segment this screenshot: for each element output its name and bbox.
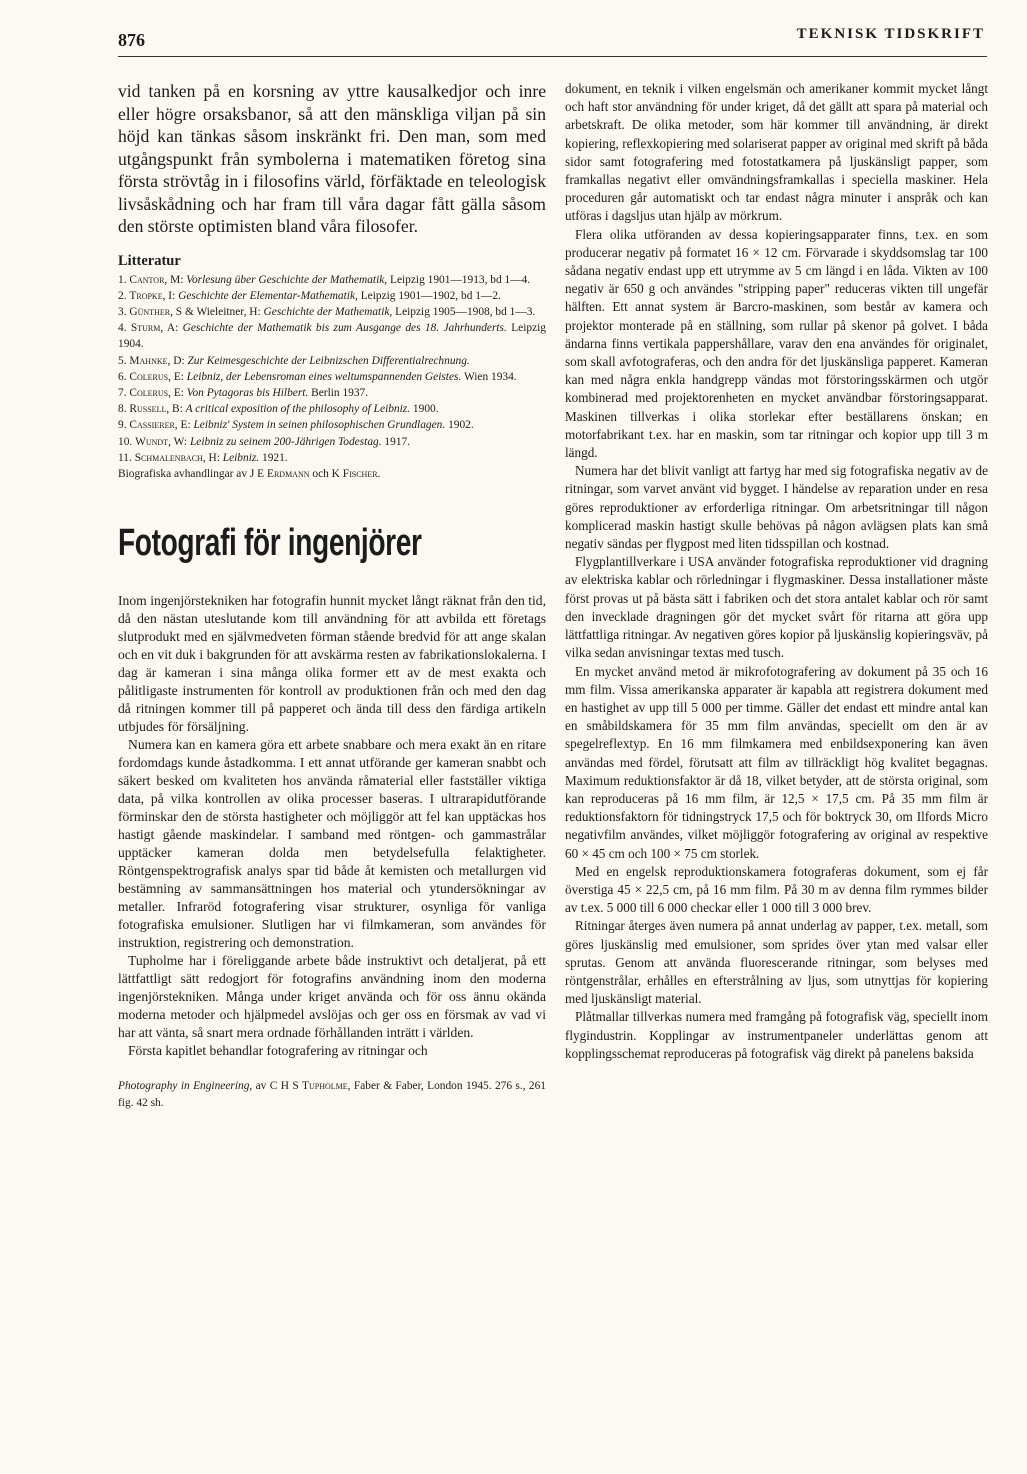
reference-item: 9. Cassierer, E: Leibniz' System in seinen philosophischen Grundlagen. 1902. <box>118 419 474 432</box>
article-body-right <box>565 80 988 1063</box>
body-paragraph: Flera olika utföranden av dessa kopieringsapparater finns, t.ex. en som producerar negativ på formatet 16 × 12 cm. Förvarade i skyddsomslag tar 100 sådana negativ endast upp ett utrymme av 5 cm längd i en låda. Vikten av 100 negativ är 650 g och användes "stripping paper" reduceras vikten till ungefär hälften. Ett annat system är Barcro-maskinen, som består av kamera och projektor monterade på en ställning, som rullar på skenor på golvet. I båda ändarna finns vertikala pappershållare, varav den ena användes för originalet, som skall avfotograferas, och den andra för det ljuskänsliga papperet. Kameran kan med några enkla handgrepp vändas mot förstoringsskärmen och utgör kombinerad med projektorenheten en mycket användbar förstoringsapparat. Maskinen tillverkas i olika storlekar efter beställarens önskan; en motorfabrikant t.ex. har en maskin, som tar ritningar och kopior upp till 3 m längd. <box>565 226 988 461</box>
reference-item: 6. Colerus, E: Leibniz, der Lebensroman eines weltumspannenden Geistes. Wien 1934. <box>118 370 517 383</box>
reference-list <box>118 272 546 466</box>
bio-reference: Biografiska avhandlingar av J E Erdmann och K Fischer. <box>118 467 381 480</box>
reference-item: 8. Russell, B: A critical exposition of the philosophy of Leibniz. 1900. <box>118 403 439 416</box>
reference-item: 1. Cantor, M: Vorlesung über Geschichte der Mathematik, Leipzig 1901—1913, bd 1—4. <box>118 273 531 286</box>
right-column <box>565 80 988 1063</box>
body-paragraph: En mycket använd metod är mikrofotografering av dokument på 35 och 16 mm film. Vissa amerikanska apparater är kapabla att registrera dokument med en hastighet av upp till 5 000 per timme. Gäller det endast ett mindre antal kan en småbildskamera för 35 mm film användas, speciellt om den är av spegelreflextyp. En 16 mm filmkamera med enbildsexponering kan även användas med fördel, förutsatt att film av tillräckligt hög kvalitet begagnas. Maximum reduktionsfaktor är då 18, vilket betyder, att de största original, som kan reproduceras på 16 mm film, är 12,5 × 17,5 cm. På 35 mm film är reduktionsfaktorn för tidningstryck 17,5 och för boktryck 30, om Ilfords Micro negativfilm användes, vilket möjliggör fotografering av original av respektive 60 × 45 cm och 100 × 75 cm storlek. <box>565 663 988 861</box>
footnote: Photography in Engineering, av C H S Tupholme, Faber & Faber, London 1945. 276 s., 261 fig. 42 sh. <box>118 1080 546 1110</box>
left-column <box>118 80 546 1112</box>
reference-item: 3. Günther, S & Wieleitner, H: Geschichte der Mathematik, Leipzig 1905—1908, bd 1—3. <box>118 305 536 318</box>
body-paragraph: Numera har det blivit vanligt att fartyg har med sig fotografiska negativ av de ritningar, som varvet använt vid bygget. I händelse av reparation under en resa göres reproduktioner av erforderliga ritningar. Om arbetsritningar till någon komplicerad maskin hastigt skulle behövas på någon avlägsen plats kan små negativ sändas per flygpost med liten tidsspillan och kostnad. <box>565 463 988 552</box>
reference-item: 2. Tropke, I: Geschichte der Elementar-Mathematik, Leipzig 1901—1902, bd 1—2. <box>118 289 501 302</box>
article-title: Fotografi för ingenjörer <box>118 522 422 565</box>
body-paragraph: Numera kan en kamera göra ett arbete snabbare och mera exakt än en ritare fordomdags kunde åstadkomma. I ett annat utförande ger kameran snabbt och säkert besked om kvaliteten hos använda råmaterial eller fastställer viktiga data, på vilka kontrollen av olika processer baseras. I ultrarapidutförande förminskar den de största hastigheter och möjliggör att fel kan upptäckas hos hastigt gående maskindelar. I samband med röntgen- och gammastrålar upptäcker kameran dolda men betydelsefulla felaktigheter. Röntgenspektrografisk analys spar tid både åt kemisten och metallurgen vid bestämning av sammansättningen hos material och ytundersökningar av metaller. Infraröd fotografering visar strukturer, osynliga för vanliga fotografiska emulsioner. Slutligen har vi filmkameran, som användes för instruktion, registrering och demonstration. <box>118 737 546 951</box>
body-paragraph: Inom ingenjörstekniken har fotografin hunnit mycket långt räknat från den tid, då den nästan uteslutande kom till användning för att avbilda ett företags slutprodukt med en självmedveten förman stående bredvid för att ange skalan och en vit duk i bakgrunden för att avskärma resten av fabrikationslokalerna. I dag är kameran i sina många olika former ett av de mest exakta och pålitligaste instrumenten för kontroll av produktionen från och med den dag då ritningen kommer till på papperet och ända till dess den färdiga artikeln utbjudes för försäljning. <box>118 593 546 735</box>
body-paragraph: Plåtmallar tillverkas numera med framgång på fotografisk väg, speciellt inom flygindustrin. Kopplingar av instrumentpaneler underlättas genom att kopplingsschemat reproduceras på fotografisk väg direkt på panelens baksida <box>565 1009 988 1061</box>
reference-item: 11. Schmalenbach, H: Leibniz. 1921. <box>118 451 288 464</box>
body-paragraph: Med en engelsk reproduktionskamera fotograferas dokument, som ej får överstiga 45 × 22,5 cm, på 16 mm film. På 30 m av denna film rymmes bilder av t.ex. 5 000 till 6 000 checkar eller 1 000 till 3 000 brev. <box>565 863 988 916</box>
reference-item: 7. Colerus, E: Von Pytagoras bis Hilbert. Berlin 1937. <box>118 386 369 399</box>
reference-item: 10. Wundt, W: Leibniz zu seinem 200-Jährigen Todestag. 1917. <box>118 435 411 448</box>
reference-item: 5. Mahnke, D: Zur Keimesgeschichte der Leibnizschen Differentialrechnung. <box>118 354 470 367</box>
body-paragraph: Tupholme har i föreliggande arbete både instruktivt och detaljerat, på ett lättfattligt sätt redogjort för fotografins användning inom den moderna ingenjörstekniken. Många under kriget använda och för oss ännu okända moderna metoder och hjälpmedel avslöjas och ger oss en försmak av vad vi har att vänta, så snart mera ordnade förhållanden inträtt i världen. <box>118 953 546 1041</box>
body-paragraph: Ritningar återges även numera på annat underlag av papper, t.ex. metall, som göres ljuskänslig med emulsioner, som sprides över ytan med valsar eller sprutas. Genom att använda fluorescerande ritningar, som belyses med röntgenstrålar, erhålles en efterstrålning av ljus, som utnyttjas för kopiering med ljuskänsligt material. <box>565 918 988 1007</box>
body-paragraph: Flygplantillverkare i USA använder fotografiska reproduktioner vid dragning av elektriska kablar och rörledningar i flygmaskiner. Dessa installationer måste först provas ut på bästa sätt i fabriken och det stora antalet kablar och rör samt den invecklade dragningen gör det mycket svårt för ritarna att göra upp lättfattliga ritningar. Av negativen göres kopior på ljuskänslig kopieringsväv, på vilka sedan anvisningar textas med tusch. <box>565 554 988 661</box>
literature-heading: Litteratur <box>118 252 181 269</box>
header-rule <box>118 56 987 57</box>
body-paragraph: Första kapitlet behandlar fotografering av ritningar och <box>128 1043 428 1059</box>
journal-title: TEKNISK TIDSKRIFT <box>796 26 985 42</box>
body-paragraph: dokument, en teknik i vilken engelsmän och amerikaner kommit mycket långt och haft stor användning för under kriget, då det gällt att spara på material och arbetskraft. De olika metoder, som här kommer till användning, är direkt kopiering, reflexkopiering med solariserat papper av original med skrift på båda sidor samt fotografering med fotostatkamera på ljuskänsligt papper, som framkallas negativt eller omvändningsframkallas i speciella maskiner. Hela proceduren går automatiskt och tar endast några minuter i anspråk och kan utföras i dagsljus utan hjälp av mörkrum. <box>565 81 988 224</box>
reference-item: 4. Sturm, A: Geschichte der Mathematik bis zum Ausgange des 18. Jahrhunderts. Leipzig 1904. <box>118 322 546 351</box>
article-body-left <box>118 592 546 1060</box>
intro-paragraph: vid tanken på en korsning av yttre kausalkedjor och inre eller högre orsaksbanor, så att den mänskliga viljan på sin höjd kan tänkas såsom inskränkt fri. Den man, som med utgångspunkt från symbolerna i matematiken företog sina första strövtåg in i filosofins värld, förfäktade en teleologisk livsåskådning och har fram till våra dagar fått gälla såsom den störste optimisten bland våra filosofer. <box>118 81 546 236</box>
page-number: 876 <box>118 30 145 50</box>
